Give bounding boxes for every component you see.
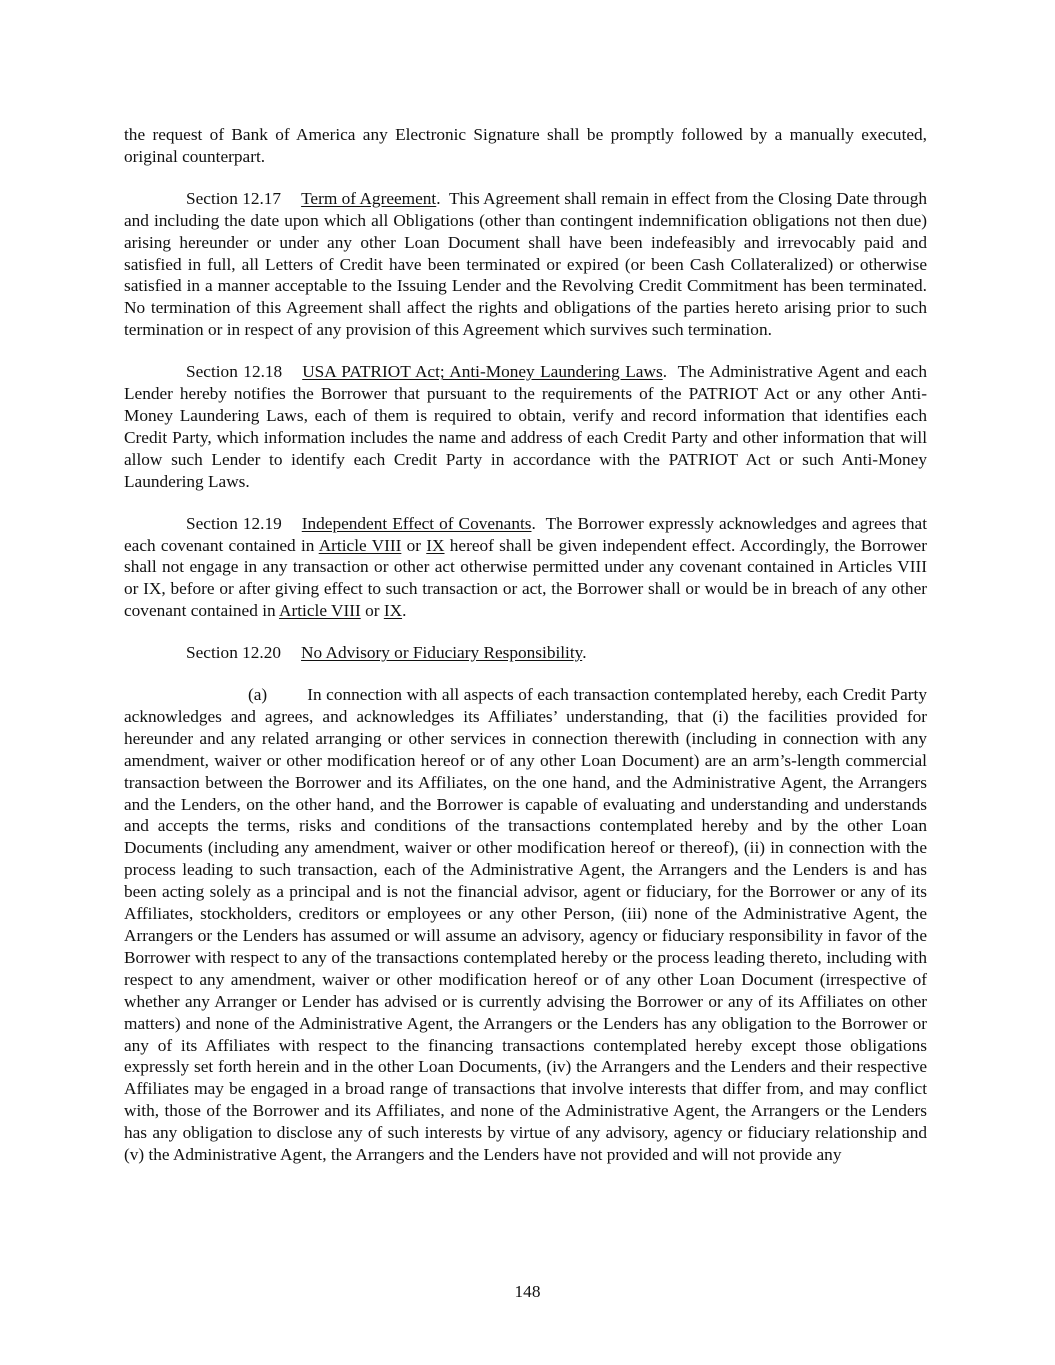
section-body: This Agreement shall remain in effect from the Closing Date through and including the date upon which all Obligations (other than contingent indemnification obligations not then due) arising hereunder or under any other Loan Document shall have been indefeasibly and irrevocably paid and satisfied in full, all Letters of Credit have been terminated or expired (or been Cash Collateralized) or otherwise satisfied in a manner acceptable to the Issuing Lender and the Revolving Credit Commitment has been terminated. No termination of this Agreement shall affect the rights and obligations of the parties hereto arising prior to such termination or in respect of any provision of this Agreement which survives such termination. <box>124 188 927 340</box>
section-body-part-1: The Borrower expressly acknowledges and agrees that each covenant contained in <box>124 513 927 555</box>
section-12-20-a <box>124 684 927 1166</box>
article-reference: IX <box>426 535 445 555</box>
article-reference: IX <box>383 601 403 621</box>
section-title: USA PATRIOT Act; Anti-Money Laundering Laws <box>302 362 663 382</box>
section-number: Section 12.19 <box>186 513 282 533</box>
section-12-17: Section 12.17 Term of Agreement. This Agreement shall remain in effect from the Closing Date through and including the date upon which all Obligations (other than contingent indemnification obligations not then due) arising hereunder or under any other Loan Document shall have been indefeasibly and irrevocably paid and satisfied in full, all Letters of Credit have been terminated or expired (or been Cash Collateralized) or otherwise satisfied in a manner acceptable to the Issuing Lender and the Revolving Credit Commitment has been terminated. No termination of this Agreement shall affect the rights and obligations of the parties hereto arising prior to such termination or in respect of any provision of this Agreement which survives such termination. <box>124 188 927 340</box>
clause-body: In connection with all aspects of each transaction contemplated hereby, each Credit Party acknowledges and agrees, and acknowledges its Affiliates’ understanding, that (i) the facilities provided for hereunder and any related arranging or other services in connection therewith (including in connection with any amendment, waiver or other modification hereof or of any other Loan Document) are an arm’s-length commercial transaction between the Borrower and its Affiliates, on the one hand, and the Administrative Agent, the Arrangers and the Lenders, on the other hand, and the Borrower is capable of evaluating and understanding and understands and accepts the terms, risks and conditions of the transactions contemplated hereby and by the other Loan Documents (including any amendment, waiver or other modification hereof or thereof), (ii) in connection with the process leading to such transaction, each of the Administrative Agent, the Arrangers and the Lenders is and has been acting solely as a principal and is not the financial advisor, agent or fiduciary, for the Borrower or any of its Affiliates, stockholders, creditors or employees or any other Person, (iii) none of the Administrative Agent, the Arrangers or the Lenders has assumed or will assume an advisory, agency or fiduciary responsibility in favor of the Borrower with respect to any of the transactions contemplated hereby or the process leading thereto, including with respect to any amendment, waiver or other modification hereof or of any other Loan Document (irrespective of whether any Arranger or Lender has advised or is currently advising the Borrower or any of its Affiliates on other matters) and none of the Administrative Agent, the Arrangers or the Lenders has any obligation to the Borrower or any of its Affiliates with respect to the financing transactions contemplated hereby except those obligations expressly set forth herein and in the other Loan Documents, (iv) the Arrangers and the Lenders and their respective Affiliates may be engaged in a broad range of transactions that involve interests that differ from, and may conflict with, those of the Borrower and its Affiliates, and none of the Administrative Agent, the Arrangers or the Lenders has any obligation to disclose any of such interests by virtue of any advisory, agency or fiduciary relationship and (v) the Administrative Agent, the Arrangers and the Lenders have not provided and will not provide any <box>124 685 927 1165</box>
clause-label: (a) <box>248 685 268 705</box>
section-12-18: Section 12.18 USA PATRIOT Act; Anti-Money Laundering Laws. The Administrative Agent and each Lender hereby notifies the Borrower that pursuant to the requirements of the PATRIOT Act or any other Anti-Money Laundering Laws, each of them is required to obtain, verify and record information that identifies each Credit Party, which information includes the name and address of each Credit Party and other information that will allow such Lender to identify each Credit Party in accordance with the PATRIOT Act or such Anti-Money Laundering Laws. <box>124 362 927 491</box>
section-title: Term of Agreement <box>301 188 437 208</box>
sentence-end: . <box>582 643 587 663</box>
conjunction: or <box>365 601 380 621</box>
section-body: The Administrative Agent and each Lender hereby notifies the Borrower that pursuant to the requirements of the PATRIOT Act or any other Anti-Money Laundering Laws, each of them is required to obtain, verify and record information that identifies each Credit Party, which information includes the name and address of each Credit Party and other information that will allow such Lender to identify each Credit Party in accordance with the PATRIOT Act or such Anti-Money Laundering Laws. <box>124 362 927 491</box>
article-reference: Article VIII <box>318 535 402 555</box>
section-number: Section 12.18 <box>186 362 283 382</box>
page-number: 148 <box>514 1282 541 1301</box>
section-12-20 <box>124 642 927 664</box>
sentence-end: . <box>402 601 407 621</box>
article-reference: Article VIII <box>279 601 361 621</box>
section-title: No Advisory or Fiduciary Responsibility <box>301 643 583 663</box>
conjunction: or <box>406 535 422 555</box>
section-body-part-2: hereof shall be given independent effect. Accordingly, the Borrower shall not engage in any transaction or other act otherwise permitted under any covenant contained in Articles VIII or IX, before or after giving effect to such transaction or act, the Borrower shall or would be in breach of any other covenant contained in <box>124 535 927 621</box>
paragraph-continuation <box>124 124 927 168</box>
section-number: Section 12.17 <box>186 188 282 208</box>
section-12-19: Section 12.19 Independent Effect of Covenants. The Borrower expressly acknowledges and agrees that each covenant contained in Article VIII or IX hereof shall be given independent effect. Accordingly, the Borrower shall not engage in any transaction or other act otherwise permitted under any covenant contained in Articles VIII or IX, before or after giving effect to such transaction or act, the Borrower shall or would be in breach of any other covenant contained in Article VIII or IX. <box>124 513 927 621</box>
document-page <box>124 124 927 1186</box>
section-number: Section 12.20 <box>186 643 282 663</box>
continuation-text: the request of Bank of America any Electronic Signature shall be promptly followed by a manually executed, original counterpart. <box>124 125 927 166</box>
section-title: Independent Effect of Covenants <box>301 513 532 533</box>
